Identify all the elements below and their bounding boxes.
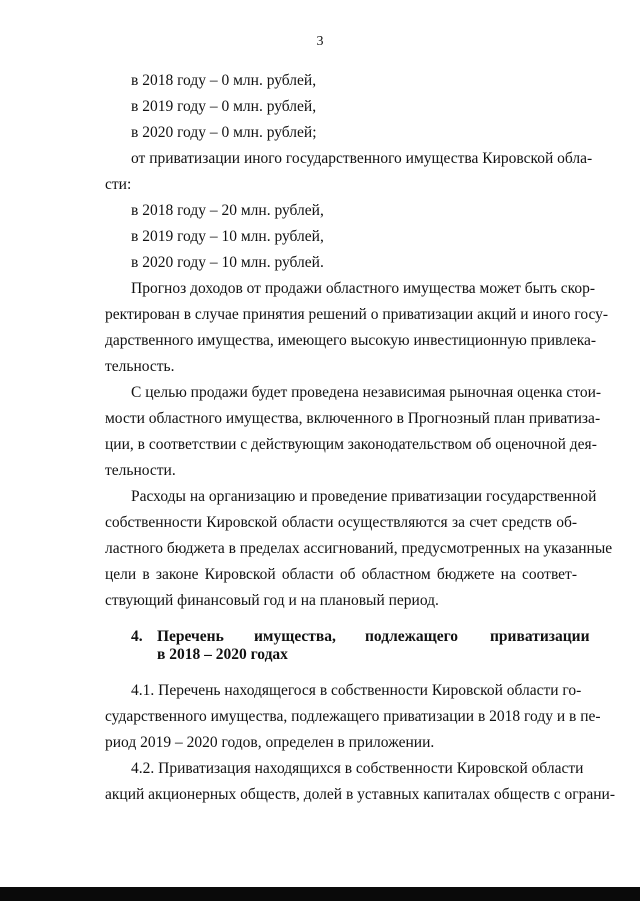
text-line: 4.2. Приватизация находящихся в собственности Кировской области (131, 760, 584, 777)
text-line: от приватизации иного государственного имущества Кировской обла- (131, 150, 593, 167)
text-line: в 2019 году – 0 млн. рублей, (131, 98, 317, 115)
text-line: собственности Кировской области осуществляются за счет средств об- (105, 514, 577, 531)
text-line: ластного бюджета в пределах ассигнований, предусмотренных на указанные (105, 540, 613, 557)
section-title-word: приватизации (490, 628, 590, 645)
text-line: Прогноз доходов от продажи областного имущества может быть скор- (131, 280, 596, 297)
text-line: сударственного имущества, подлежащего приватизации в 2018 году и в пе- (105, 708, 601, 725)
text-line: в 2020 году – 10 млн. рублей. (131, 254, 324, 271)
text-line: тельности. (105, 462, 176, 479)
text-line: ции, в соответствии с действующим законодательством об оценочной дея- (105, 436, 597, 453)
text-line: в 2020 году – 0 млн. рублей; (131, 124, 317, 141)
page-number: 3 (316, 34, 324, 49)
text-line: дарственного имущества, имеющего высокую инвестиционную привлека- (105, 332, 597, 349)
section-title-word: подлежащего (365, 628, 459, 645)
section-title-word: имущества, (254, 628, 336, 645)
text-line: в 2018 году – 0 млн. рублей, (131, 72, 317, 89)
scan-edge-bar (0, 887, 640, 901)
text-line: ректирован в случае принятия решений о приватизации акций и иного госу- (105, 306, 609, 323)
text-line: сти: (105, 176, 132, 193)
text-line: акций акционерных обществ, долей в уставных капиталах обществ с ограни- (105, 786, 615, 803)
text-line: тельность. (105, 358, 175, 375)
section-number: 4. (131, 628, 143, 645)
text-line: мости областного имущества, включенного в Прогнозный план приватиза- (105, 410, 601, 427)
text-line: С целью продажи будет проведена независимая рыночная оценка стои- (131, 384, 602, 401)
section-title-word: Перечень (157, 628, 224, 645)
text-line: в 2019 году – 10 млн. рублей, (131, 228, 324, 245)
text-line: риод 2019 – 2020 годов, определен в приложении. (105, 734, 435, 751)
text-line: Расходы на организацию и проведение приватизации государственной (131, 488, 597, 505)
text-line: цели в законе Кировской области об областном бюджете на соответ- (105, 566, 577, 583)
section-title-line2: в 2018 – 2020 годах (157, 646, 288, 663)
text-line: в 2018 году – 20 млн. рублей, (131, 202, 324, 219)
text-line: 4.1. Перечень находящегося в собственности Кировской области го- (131, 682, 582, 699)
text-line: ствующий финансовый год и на плановый период. (105, 592, 439, 609)
